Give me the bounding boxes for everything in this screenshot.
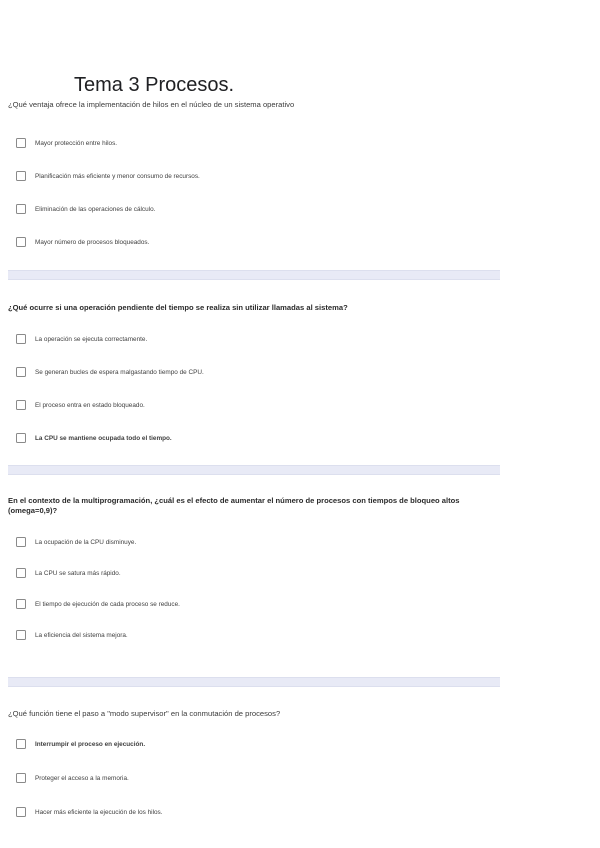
option[interactable] (8, 567, 503, 579)
checkbox[interactable] (16, 138, 26, 148)
option[interactable] (8, 236, 503, 248)
question-1 (8, 100, 503, 248)
checkbox[interactable] (16, 433, 26, 443)
option[interactable] (8, 738, 503, 750)
section-divider (8, 465, 500, 475)
option-label: Planificación más eficiente y menor consumo de recursos. (35, 172, 200, 180)
option-label: El proceso entra en estado bloqueado. (35, 401, 145, 409)
question-text: ¿Qué ventaja ofrece la implementación de hilos en el núcleo de un sistema operativo (8, 100, 295, 109)
checkbox[interactable] (16, 367, 26, 377)
option-label: La CPU se mantiene ocupada todo el tiempo. (35, 434, 172, 442)
option[interactable] (8, 598, 503, 610)
option-label: Eliminación de las operaciones de cálculo. (35, 205, 156, 213)
option[interactable] (8, 170, 503, 182)
option[interactable] (8, 333, 503, 345)
question-3 (8, 496, 503, 641)
option[interactable] (8, 536, 503, 548)
option[interactable] (8, 629, 503, 641)
option-label: Proteger el acceso a la memoria. (35, 774, 129, 782)
question-2 (8, 303, 503, 444)
question-4 (8, 709, 503, 818)
option-label: Interrumpir el proceso en ejecución. (35, 740, 146, 748)
option[interactable] (8, 366, 503, 378)
option-label: Mayor número de procesos bloqueados. (35, 238, 150, 246)
option-label: Hacer más eficiente la ejecución de los hilos. (35, 808, 163, 816)
checkbox[interactable] (16, 568, 26, 578)
question-text: ¿Qué función tiene el paso a "modo supervisor" en la conmutación de procesos? (8, 709, 281, 718)
section-divider (8, 270, 500, 280)
checkbox[interactable] (16, 739, 26, 749)
page-title: Tema 3 Procesos. (74, 74, 235, 96)
checkbox[interactable] (16, 537, 26, 547)
option-label: La eficiencia del sistema mejora. (35, 631, 128, 639)
option-label: La ocupación de la CPU disminuye. (35, 538, 137, 546)
checkbox[interactable] (16, 334, 26, 344)
option-label: Mayor protección entre hilos. (35, 139, 118, 147)
option[interactable] (8, 399, 503, 411)
option[interactable] (8, 806, 503, 818)
option-label: La CPU se satura más rápido. (35, 569, 121, 577)
checkbox[interactable] (16, 630, 26, 640)
option-label: La operación se ejecuta correctamente. (35, 335, 148, 343)
checkbox[interactable] (16, 807, 26, 817)
option-label: Se generan bucles de espera malgastando tiempo de CPU. (35, 368, 204, 376)
checkbox[interactable] (16, 204, 26, 214)
question-text: ¿Qué ocurre si una operación pendiente del tiempo se realiza sin utilizar llamadas al sistema? (8, 303, 348, 312)
option[interactable] (8, 137, 503, 149)
checkbox[interactable] (16, 400, 26, 410)
checkbox[interactable] (16, 237, 26, 247)
option[interactable] (8, 203, 503, 215)
section-divider (8, 677, 500, 687)
checkbox[interactable] (16, 171, 26, 181)
checkbox[interactable] (16, 773, 26, 783)
option[interactable] (8, 432, 503, 444)
question-text: En el contexto de la multiprogramación, ¿cuál es el efecto de aumentar el número de procesos con tiempos de bloqueo altos (omega=0,9)? (8, 496, 460, 515)
option[interactable] (8, 772, 503, 784)
option-label: El tiempo de ejecución de cada proceso se reduce. (35, 600, 180, 608)
checkbox[interactable] (16, 599, 26, 609)
